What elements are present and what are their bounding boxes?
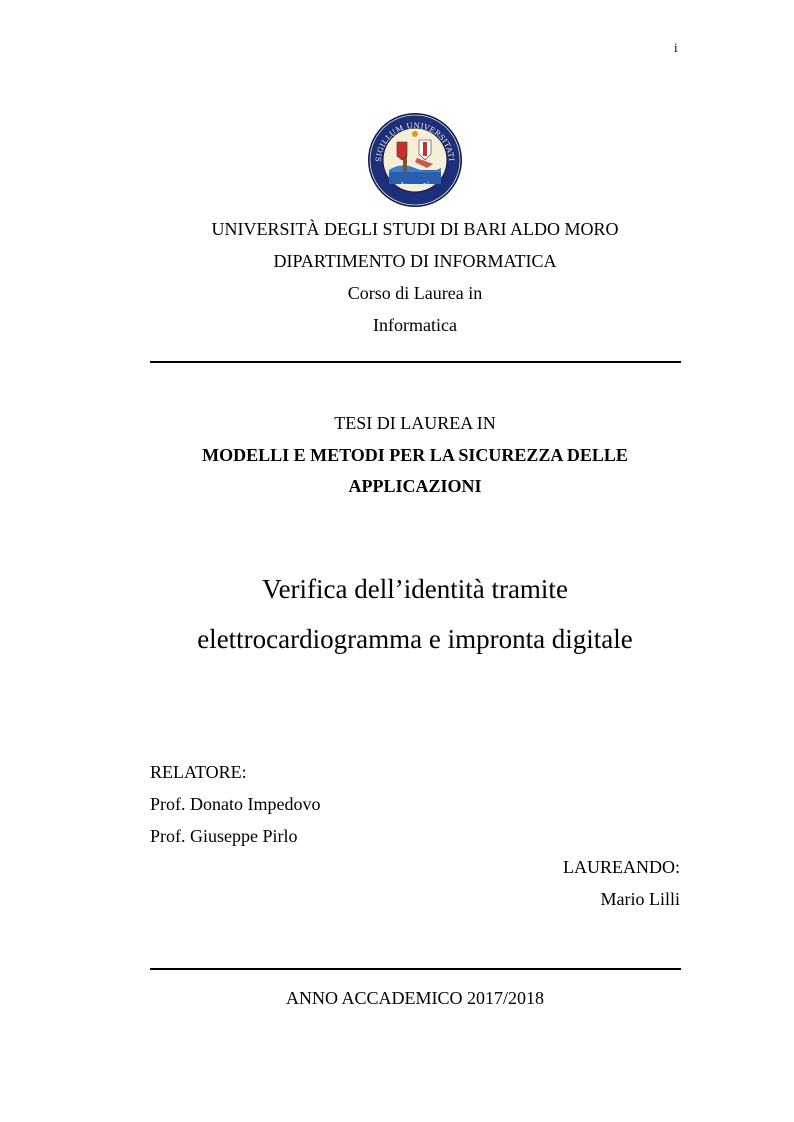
thesis-label: TESI DI LAUREA IN: [334, 413, 496, 433]
candidate-name: Mario Lilli: [600, 889, 680, 909]
supervisor-name: Prof. Giuseppe Pirlo: [150, 826, 298, 846]
page-number: i: [674, 40, 678, 55]
course-label: Corso di Laurea in: [347, 283, 483, 303]
thesis-subject-line1: MODELLI E METODI PER LA SICUREZZA DELLE: [202, 445, 628, 465]
seal-year-text: MCMXXV: [398, 180, 432, 193]
thesis-title-line2: elettrocardiogramma e impronta digitale: [197, 624, 633, 654]
university-name: UNIVERSITÀ DEGLI STUDI DI BARI ALDO MORO: [211, 219, 619, 239]
supervisor-label: RELATORE:: [150, 762, 247, 782]
seal-emblem: [367, 112, 463, 208]
seal-ring-text: SIGILLUM UNIVERSITATI: [373, 120, 457, 163]
candidate-label: LAUREANDO:: [563, 857, 680, 877]
divider-bottom: [150, 968, 681, 970]
course-name: Informatica: [373, 315, 457, 335]
department-name: DIPARTIMENTO DI INFORMATICA: [273, 251, 557, 271]
thesis-title-line1: Verifica dell’identità tramite: [262, 574, 568, 604]
academic-year: ANNO ACCADEMICO 2017/2018: [285, 988, 544, 1008]
supervisor-name: Prof. Donato Impedovo: [150, 794, 321, 814]
university-seal-logo: [367, 112, 463, 208]
divider-top: [150, 361, 681, 363]
thesis-subject-line2: APPLICAZIONI: [348, 476, 482, 496]
